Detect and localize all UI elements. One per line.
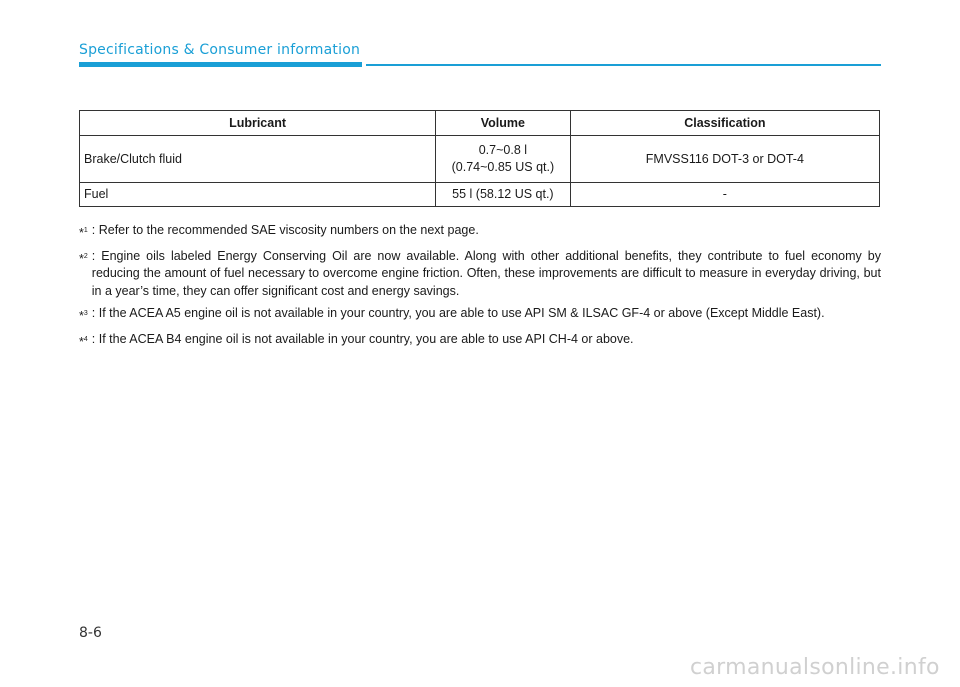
footnote-marker: *$^3$ xyxy=(79,309,88,323)
footnote xyxy=(79,305,881,326)
footnote-text: : If the ACEA A5 engine oil is not available in your country, you are able to use API SM & ILSAC GF-4 or above (Except Middle East). xyxy=(91,306,825,320)
footnote xyxy=(79,222,881,243)
footnote xyxy=(79,248,881,301)
column-header-classification: Classification xyxy=(570,111,879,136)
table-row xyxy=(80,183,880,207)
cell-classification: FMVSS116 DOT-3 or DOT-4 xyxy=(570,136,879,183)
footnote-text: : If the ACEA B4 engine oil is not available in your country, you are able to use API CH-4 or above. xyxy=(91,331,634,346)
footnote-text: : Engine oils labeled Energy Conserving Oil are now available. Along with other additional benefits, they contribute to fuel economy by reducing the amount of fuel necessary to overcome engine friction. Often, these improvements are difficult to measure in everyday driving, but in a year’s time, they can offer significant cost and energy savings. xyxy=(91,248,881,298)
footnote-marker: *$^1$ xyxy=(79,226,88,240)
volume-line: 0.7~0.8 l xyxy=(478,143,528,157)
footnote-marker: *$^2$ xyxy=(79,251,88,266)
column-header-volume: Volume xyxy=(436,111,571,136)
table-header-row xyxy=(80,111,880,136)
page-number: 8-6 xyxy=(79,625,102,641)
cell-classification: - xyxy=(570,183,879,207)
cell-lubricant: Fuel xyxy=(80,183,436,207)
footnote xyxy=(79,331,881,352)
table-row xyxy=(80,136,880,183)
cell-lubricant: Brake/Clutch fluid xyxy=(80,136,436,183)
cell-volume: 55 l (58.12 US qt.) xyxy=(436,183,571,207)
section-title: Specifications & Consumer information xyxy=(79,42,361,58)
header-accent-bar xyxy=(79,62,362,67)
watermark: carmanualsonline.info xyxy=(690,655,940,680)
lubricant-spec-table xyxy=(79,110,880,207)
column-header-lubricant: Lubricant xyxy=(80,111,436,136)
footnote-marker: *$^4$ xyxy=(79,334,88,349)
footnote-text: : Refer to the recommended SAE viscosity numbers on the next page. xyxy=(91,223,479,237)
cell-volume xyxy=(436,136,571,183)
footnotes xyxy=(79,222,881,356)
header-rule xyxy=(366,64,881,66)
volume-line: (0.74~0.85 US qt.) xyxy=(451,160,555,174)
